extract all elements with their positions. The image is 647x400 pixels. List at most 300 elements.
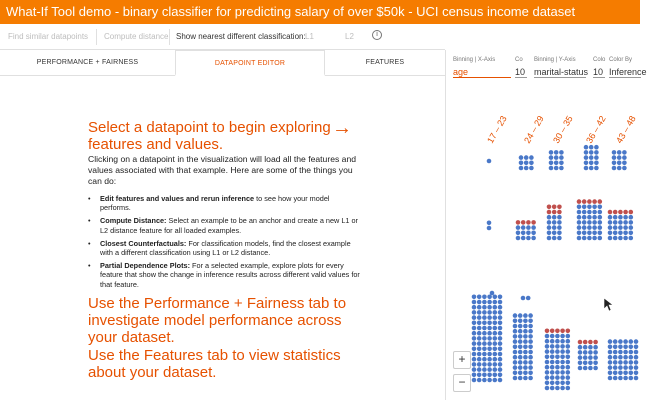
datapoint-dot[interactable] [578,361,583,366]
datapoint-dot[interactable] [552,215,557,220]
datapoint-dot[interactable] [482,315,487,320]
datapoint-dot[interactable] [487,300,492,305]
datapoint-dot[interactable] [545,334,550,339]
datapoint-grid[interactable] [446,88,641,398]
datapoint-dot[interactable] [516,225,521,230]
datapoint-dot[interactable] [477,378,482,383]
datapoint-dot[interactable] [592,220,597,225]
datapoint-dot[interactable] [582,199,587,204]
datapoint-dot[interactable] [498,321,503,326]
datapoint-dot[interactable] [634,360,639,365]
datapoint-dot[interactable] [608,355,613,360]
datapoint-dot[interactable] [482,326,487,331]
datapoint-dot[interactable] [550,375,555,380]
datapoint-dot[interactable] [584,155,589,160]
datapoint-dot[interactable] [598,210,603,215]
datapoint-dot[interactable] [482,321,487,326]
datapoint-dot[interactable] [493,362,498,367]
datapoint-dot[interactable] [524,166,529,171]
datapoint-dot[interactable] [482,357,487,362]
datapoint-dot[interactable] [477,305,482,310]
datapoint-dot[interactable] [560,386,565,391]
datapoint-dot[interactable] [472,336,477,341]
datapoint-dot[interactable] [566,329,571,334]
datapoint-dot[interactable] [617,166,622,171]
datapoint-dot[interactable] [612,166,617,171]
datapoint-dot[interactable] [598,215,603,220]
datapoint-dot[interactable] [618,210,623,215]
datapoint-dot[interactable] [623,231,628,236]
datapoint-dot[interactable] [634,345,639,350]
datapoint-dot[interactable] [629,210,634,215]
datapoint-dot[interactable] [493,326,498,331]
datapoint-dot[interactable] [566,365,571,370]
datapoint-dot[interactable] [629,360,634,365]
color-by-select[interactable]: Inference [609,67,647,77]
datapoint-dot[interactable] [623,345,628,350]
datapoint-dot[interactable] [528,319,533,324]
datapoint-dot[interactable] [531,220,536,225]
datapoint-dot[interactable] [545,375,550,380]
datapoint-dot[interactable] [487,378,492,383]
datapoint-dot[interactable] [482,295,487,300]
datapoint-dot[interactable] [583,366,588,371]
datapoint-dot[interactable] [477,357,482,362]
datapoint-dot[interactable] [472,300,477,305]
datapoint-dot[interactable] [555,334,560,339]
datapoint-dot[interactable] [618,371,623,376]
datapoint-dot[interactable] [523,313,528,318]
datapoint-dot[interactable] [550,381,555,386]
datapoint-dot[interactable] [557,225,562,230]
datapoint-dot[interactable] [598,236,603,241]
datapoint-dot[interactable] [618,345,623,350]
datapoint-dot[interactable] [629,350,634,355]
datapoint-dot[interactable] [477,367,482,372]
datapoint-dot[interactable] [592,225,597,230]
datapoint-dot[interactable] [566,360,571,365]
datapoint-dot[interactable] [472,295,477,300]
datapoint-dot[interactable] [560,329,565,334]
datapoint-dot[interactable] [594,166,599,171]
datapoint-dot[interactable] [566,349,571,354]
datapoint-dot[interactable] [622,150,627,155]
l2-toggle[interactable]: L2 [345,32,354,41]
datapoint-dot[interactable] [519,161,524,166]
datapoint-dot[interactable] [498,295,503,300]
datapoint-dot[interactable] [629,215,634,220]
datapoint-dot[interactable] [477,295,482,300]
datapoint-dot[interactable] [498,315,503,320]
datapoint-dot[interactable] [629,339,634,344]
datapoint-dot[interactable] [623,210,628,215]
zoom-in-button[interactable]: + [453,351,471,369]
datapoint-dot[interactable] [618,365,623,370]
datapoint-dot[interactable] [523,365,528,370]
datapoint-dot[interactable] [477,373,482,378]
datapoint-dot[interactable] [513,329,518,334]
datapoint-dot[interactable] [589,145,594,150]
datapoint-dot[interactable] [622,155,627,160]
datapoint-dot[interactable] [578,345,583,350]
datapoint-dot[interactable] [493,310,498,315]
datapoint-dot[interactable] [516,220,521,225]
datapoint-dot[interactable] [513,360,518,365]
datapoint-dot[interactable] [618,215,623,220]
datapoint-dot[interactable] [617,155,622,160]
datapoint-dot[interactable] [498,347,503,352]
datapoint-dot[interactable] [518,313,523,318]
datapoint-dot[interactable] [613,345,618,350]
datapoint-dot[interactable] [598,225,603,230]
datapoint-dot[interactable] [608,236,613,241]
datapoint-dot[interactable] [555,370,560,375]
datapoint-dot[interactable] [582,225,587,230]
datapoint-dot[interactable] [523,376,528,381]
datapoint-dot[interactable] [622,166,627,171]
datapoint-dot[interactable] [623,225,628,230]
datapoint-dot[interactable] [493,331,498,336]
datapoint-dot[interactable] [634,339,639,344]
datapoint-dot[interactable] [513,313,518,318]
datapoint-dot[interactable] [487,373,492,378]
datapoint-dot[interactable] [545,355,550,360]
datapoint-dot[interactable] [498,373,503,378]
datapoint-dot[interactable] [477,341,482,346]
datapoint-dot[interactable] [498,378,503,383]
datapoint-dot[interactable] [482,347,487,352]
datapoint-dot[interactable] [582,215,587,220]
datapoint-dot[interactable] [472,326,477,331]
datapoint-dot[interactable] [518,376,523,381]
datapoint-dot[interactable] [487,357,492,362]
datapoint-dot[interactable] [623,371,628,376]
datapoint-dot[interactable] [629,220,634,225]
datapoint-dot[interactable] [526,225,531,230]
datapoint-dot[interactable] [589,150,594,155]
datapoint-dot[interactable] [629,371,634,376]
datapoint-dot[interactable] [555,355,560,360]
datapoint-dot[interactable] [513,319,518,324]
datapoint-dot[interactable] [518,371,523,376]
datapoint-dot[interactable] [592,236,597,241]
datapoint-dot[interactable] [472,352,477,357]
datapoint-dot[interactable] [560,355,565,360]
datapoint-dot[interactable] [482,373,487,378]
datapoint-dot[interactable] [593,350,598,355]
datapoint-dot[interactable] [518,350,523,355]
datapoint-dot[interactable] [623,220,628,225]
binning-y-select[interactable]: marital-status [534,67,589,77]
datapoint-dot[interactable] [521,225,526,230]
datapoint-dot[interactable] [472,331,477,336]
datapoint-dot[interactable] [493,347,498,352]
datapoint-dot[interactable] [526,296,531,301]
datapoint-dot[interactable] [578,355,583,360]
datapoint-dot[interactable] [547,231,552,236]
datapoint-dot[interactable] [549,150,554,155]
datapoint-dot[interactable] [493,336,498,341]
datapoint-dot[interactable] [634,350,639,355]
datapoint-dot[interactable] [482,378,487,383]
datapoint-dot[interactable] [629,345,634,350]
datapoint-dot[interactable] [594,155,599,160]
datapoint-dot[interactable] [613,355,618,360]
datapoint-dot[interactable] [566,370,571,375]
datapoint-dot[interactable] [618,236,623,241]
datapoint-dot[interactable] [550,329,555,334]
datapoint-dot[interactable] [524,161,529,166]
datapoint-dot[interactable] [516,231,521,236]
datapoint-dot[interactable] [612,155,617,160]
datapoint-dot[interactable] [608,231,613,236]
datapoint-dot[interactable] [545,381,550,386]
datapoint-dot[interactable] [589,155,594,160]
datapoint-dot[interactable] [593,340,598,345]
datapoint-dot[interactable] [482,305,487,310]
datapoint-dot[interactable] [623,355,628,360]
datapoint-dot[interactable] [618,360,623,365]
find-similar-button[interactable]: Find similar datapoints [8,32,89,41]
datapoint-dot[interactable] [560,334,565,339]
datapoint-dot[interactable] [521,236,526,241]
datapoint-dot[interactable] [531,231,536,236]
datapoint-dot[interactable] [552,220,557,225]
datapoint-dot[interactable] [559,150,564,155]
datapoint-dot[interactable] [554,161,559,166]
datapoint-dot[interactable] [629,236,634,241]
datapoint-dot[interactable] [487,347,492,352]
datapoint-dot[interactable] [557,210,562,215]
datapoint-dot[interactable] [487,159,492,164]
compute-distance-button[interactable]: Compute distance [104,32,169,41]
datapoint-dot[interactable] [589,161,594,166]
datapoint-dot[interactable] [472,310,477,315]
datapoint-dot[interactable] [550,386,555,391]
datapoint-dot[interactable] [545,365,550,370]
datapoint-dot[interactable] [547,205,552,210]
datapoint-dot[interactable] [618,350,623,355]
datapoint-dot[interactable] [487,221,492,226]
datapoint-dot[interactable] [547,225,552,230]
datapoint-dot[interactable] [523,350,528,355]
datapoint-dot[interactable] [493,378,498,383]
datapoint-dot[interactable] [608,339,613,344]
datapoint-dot[interactable] [587,215,592,220]
datapoint-dot[interactable] [612,150,617,155]
datapoint-dot[interactable] [613,350,618,355]
datapoint-dot[interactable] [518,329,523,334]
datapoint-dot[interactable] [545,344,550,349]
datapoint-dot[interactable] [545,349,550,354]
datapoint-dot[interactable] [555,329,560,334]
datapoint-dot[interactable] [593,361,598,366]
datapoint-dot[interactable] [550,365,555,370]
datapoint-dot[interactable] [528,334,533,339]
datapoint-dot[interactable] [588,340,593,345]
datapoint-dot[interactable] [523,339,528,344]
datapoint-dot[interactable] [531,225,536,230]
datapoint-dot[interactable] [550,349,555,354]
datapoint-dot[interactable] [477,310,482,315]
datapoint-dot[interactable] [472,347,477,352]
datapoint-dot[interactable] [608,350,613,355]
datapoint-dot[interactable] [547,210,552,215]
datapoint-dot[interactable] [623,236,628,241]
datapoint-dot[interactable] [518,324,523,329]
datapoint-dot[interactable] [588,350,593,355]
datapoint-dot[interactable] [521,231,526,236]
datapoint-dot[interactable] [487,310,492,315]
datapoint-dot[interactable] [498,357,503,362]
datapoint-dot[interactable] [498,367,503,372]
datapoint-dot[interactable] [493,352,498,357]
datapoint-dot[interactable] [487,295,492,300]
datapoint-dot[interactable] [623,350,628,355]
datapoint-dot[interactable] [477,321,482,326]
datapoint-dot[interactable] [482,362,487,367]
datapoint-dot[interactable] [477,352,482,357]
datapoint-dot[interactable] [550,360,555,365]
datapoint-dot[interactable] [554,155,559,160]
datapoint-dot[interactable] [594,145,599,150]
datapoint-dot[interactable] [613,231,618,236]
datapoint-dot[interactable] [560,344,565,349]
datapoint-dot[interactable] [583,340,588,345]
datapoint-dot[interactable] [482,310,487,315]
datapoint-dot[interactable] [613,365,618,370]
datapoint-dot[interactable] [529,155,534,160]
datapoint-dot[interactable] [584,161,589,166]
datapoint-dot[interactable] [521,296,526,301]
datapoint-dot[interactable] [528,350,533,355]
datapoint-dot[interactable] [623,376,628,381]
datapoint-dot[interactable] [623,339,628,344]
datapoint-dot[interactable] [482,300,487,305]
datapoint-dot[interactable] [555,381,560,386]
datapoint-dot[interactable] [613,215,618,220]
datapoint-dot[interactable] [545,339,550,344]
datapoint-dot[interactable] [618,225,623,230]
datapoint-dot[interactable] [498,300,503,305]
datapoint-dot[interactable] [584,150,589,155]
datapoint-dot[interactable] [608,215,613,220]
datapoint-dot[interactable] [598,199,603,204]
datapoint-dot[interactable] [593,366,598,371]
datapoint-dot[interactable] [623,360,628,365]
datapoint-dot[interactable] [472,357,477,362]
datapoint-dot[interactable] [555,386,560,391]
datapoint-dot[interactable] [608,371,613,376]
datapoint-dot[interactable] [513,339,518,344]
datapoint-dot[interactable] [528,365,533,370]
datapoint-dot[interactable] [592,199,597,204]
datapoint-dot[interactable] [487,326,492,331]
datapoint-dot[interactable] [528,313,533,318]
datapoint-dot[interactable] [523,360,528,365]
datapoint-dot[interactable] [560,360,565,365]
datapoint-dot[interactable] [526,236,531,241]
datapoint-dot[interactable] [498,331,503,336]
tab-performance-fairness[interactable]: PERFORMANCE + FAIRNESS [36,59,139,66]
datapoint-dot[interactable] [577,205,582,210]
datapoint-dot[interactable] [592,205,597,210]
datapoint-dot[interactable] [493,341,498,346]
datapoint-dot[interactable] [613,210,618,215]
datapoint-dot[interactable] [577,220,582,225]
datapoint-dot[interactable] [552,205,557,210]
datapoint-dot[interactable] [477,331,482,336]
datapoint-dot[interactable] [592,210,597,215]
datapoint-dot[interactable] [577,199,582,204]
datapoint-dot[interactable] [526,231,531,236]
datapoint-dot[interactable] [566,339,571,344]
datapoint-dot[interactable] [513,355,518,360]
datapoint-dot[interactable] [493,357,498,362]
info-icon[interactable]: i [372,30,382,40]
datapoint-dot[interactable] [529,161,534,166]
datapoint-dot[interactable] [598,231,603,236]
datapoint-dot[interactable] [555,375,560,380]
datapoint-dot[interactable] [618,376,623,381]
datapoint-dot[interactable] [555,344,560,349]
datapoint-dot[interactable] [629,231,634,236]
datapoint-dot[interactable] [608,360,613,365]
datapoint-dot[interactable] [587,210,592,215]
datapoint-dot[interactable] [589,166,594,171]
datapoint-dot[interactable] [618,220,623,225]
datapoint-dot[interactable] [513,371,518,376]
datapoint-dot[interactable] [613,236,618,241]
datapoint-dot[interactable] [531,236,536,241]
datapoint-dot[interactable] [608,365,613,370]
datapoint-dot[interactable] [566,386,571,391]
datapoint-dot[interactable] [634,365,639,370]
datapoint-dot[interactable] [557,205,562,210]
datapoint-dot[interactable] [557,215,562,220]
datapoint-dot[interactable] [516,236,521,241]
color-count-input[interactable]: 10 [593,67,604,77]
datapoint-dot[interactable] [472,305,477,310]
datapoint-dot[interactable] [547,215,552,220]
datapoint-dot[interactable] [552,225,557,230]
datapoint-dot[interactable] [550,334,555,339]
datapoint-dot[interactable] [487,362,492,367]
zoom-out-button[interactable]: − [453,374,471,392]
datapoint-dot[interactable] [477,336,482,341]
datapoint-dot[interactable] [526,220,531,225]
datapoint-dot[interactable] [554,150,559,155]
datapoint-dot[interactable] [608,225,613,230]
datapoint-dot[interactable] [629,225,634,230]
datapoint-dot[interactable] [487,321,492,326]
datapoint-dot[interactable] [545,329,550,334]
datapoint-dot[interactable] [550,339,555,344]
datapoint-dot[interactable] [528,324,533,329]
datapoint-dot[interactable] [566,381,571,386]
datapoint-dot[interactable] [583,361,588,366]
datapoint-dot[interactable] [617,161,622,166]
datapoint-dot[interactable] [582,220,587,225]
datapoint-dot[interactable] [587,231,592,236]
tab-features[interactable]: FEATURES [365,59,405,66]
datapoint-dot[interactable] [523,345,528,350]
datapoint-dot[interactable] [613,220,618,225]
datapoint-dot[interactable] [629,355,634,360]
datapoint-dot[interactable] [513,334,518,339]
datapoint-dot[interactable] [518,339,523,344]
datapoint-dot[interactable] [472,341,477,346]
